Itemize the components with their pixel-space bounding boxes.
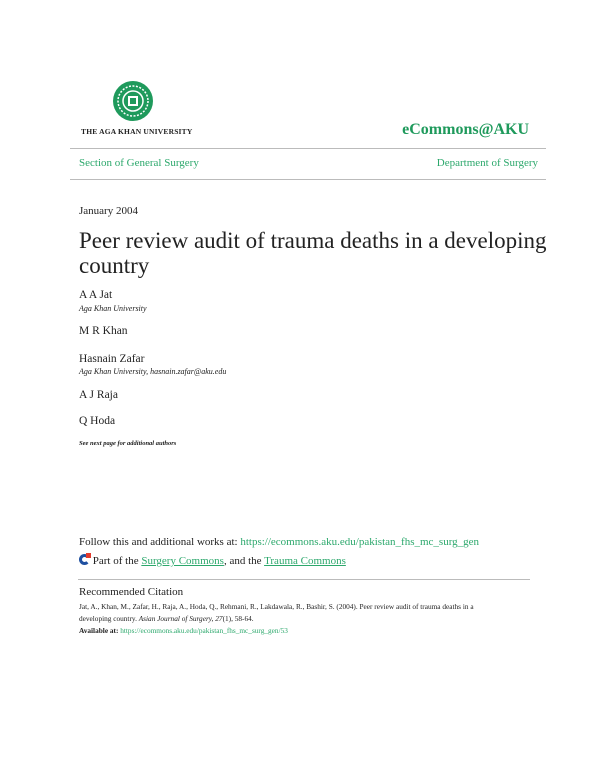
- follow-text: Follow this and additional works at:: [79, 536, 241, 548]
- title-line: country: [79, 253, 150, 278]
- publication-date: January 2004: [79, 205, 138, 217]
- title-line: Peer review audit of trauma deaths in a developing: [79, 228, 547, 253]
- collection-link[interactable]: https://ecommons.aku.edu/pakistan_fhs_mc_surg_gen: [240, 536, 480, 548]
- surgery-commons-link[interactable]: Surgery Commons: [141, 555, 224, 567]
- author-name: A A Jat: [79, 289, 113, 301]
- trauma-commons-link[interactable]: Trauma Commons: [264, 555, 346, 567]
- citation-journal: Asian Journal of Surgery, 27: [138, 614, 223, 623]
- more-authors-note: See next page for additional authors: [79, 440, 177, 447]
- author-affiliation: Aga Khan University: [79, 304, 147, 313]
- aku-seal-logo: [112, 80, 154, 122]
- divider: [78, 579, 530, 580]
- and-text: , and the: [223, 555, 265, 567]
- section-link[interactable]: Section of General Surgery: [79, 157, 199, 169]
- divider: [70, 148, 546, 149]
- network-icon: [79, 554, 90, 565]
- available-label: Available at:: [79, 626, 121, 635]
- repository-title[interactable]: eCommons@AKU: [402, 121, 529, 138]
- citation-line: Jat, A., Khan, M., Zafar, H., Raja, A., Hoda, Q., Rehmani, R., Lakdawala, R., Bashir, S. (2004). Peer review audit of trauma deaths in a: [79, 602, 474, 611]
- part-of-text: Part of the: [92, 555, 142, 567]
- available-line: [79, 626, 288, 635]
- article-link[interactable]: https://ecommons.aku.edu/pakistan_fhs_mc_surg_gen/53: [120, 626, 288, 635]
- author-name: Hasnain Zafar: [79, 353, 145, 365]
- citation-text: (1), 58-64.: [222, 614, 254, 623]
- author-name: A J Raja: [79, 389, 118, 401]
- author-name: M R Khan: [79, 325, 128, 337]
- citation-line: [79, 614, 254, 623]
- citation-text: developing country.: [79, 614, 139, 623]
- author-affiliation: Aga Khan University, hasnain.zafar@aku.edu: [79, 367, 227, 376]
- part-of-line: [79, 554, 346, 567]
- divider: [70, 179, 546, 180]
- department-link[interactable]: Department of Surgery: [436, 157, 538, 169]
- follow-line: [79, 536, 479, 548]
- citation-heading: Recommended Citation: [79, 586, 184, 598]
- article-title: [79, 228, 547, 278]
- university-name: THE AGA KHAN UNIVERSITY: [81, 127, 193, 136]
- author-name: Q Hoda: [79, 415, 116, 427]
